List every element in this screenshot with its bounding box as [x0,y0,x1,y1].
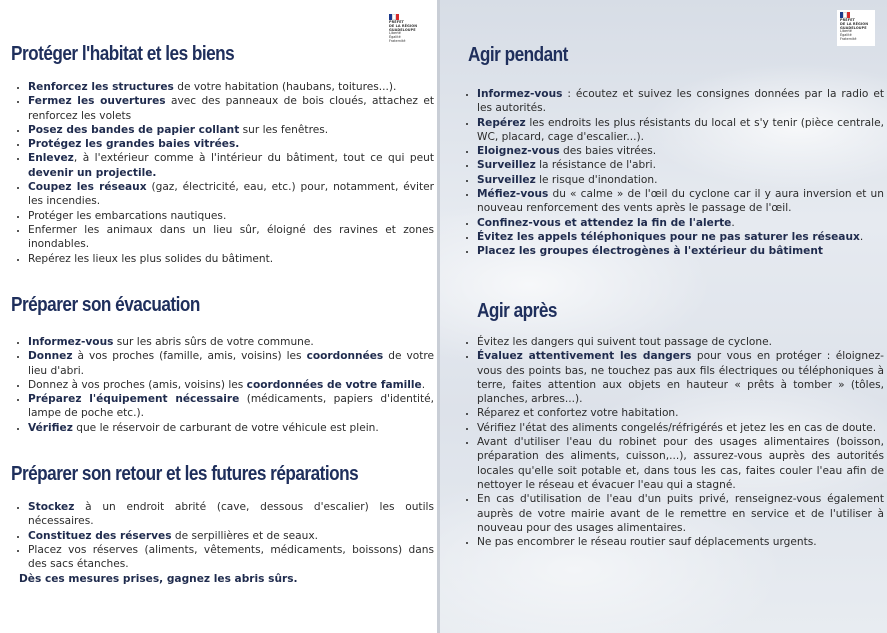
item-text: des baies vitrées. [559,145,657,158]
logo-line1: PRÉFET [840,18,855,22]
section-title-agir-apres: Agir après [477,300,557,322]
prefet-logo-right [837,10,875,46]
item-text: . [421,378,426,391]
item-text: Protéger les embarcations nautiques. [28,209,227,222]
item-text: sur les fenêtres. [239,123,329,136]
item-text: Placez vos réserves (aliments, vêtements, médicaments, boissons) dans des sacs étanches. [28,543,434,571]
item-bold-text: Renforcez les structures [28,81,174,93]
item-bold-text: Constituez des réserves [28,529,172,542]
item-bold-text: Enlevez [28,152,74,165]
list-item [477,216,884,230]
item-text: (gaz, électricité, eau, etc.) pour, notamment, éviter les incendies. [28,181,434,208]
item-text: pour vous en protéger : éloignez-vous des points bas, ne touchez pas aux fils électriques ou téléphoniques à terre, faites attention aux objets en hauteur « prêts à tomber » (tôles, planches, arbres...). [477,350,884,406]
item-text: sur les abris sûrs de votre commune. [113,336,314,348]
list-item [28,80,434,94]
list-item [28,123,434,137]
item-text: avec des panneaux de bois cloués, attachez et renforcez les volets [28,95,434,122]
footer-note: Dès ces mesures prises, gagnez les abris sûrs. [19,573,298,585]
item-bold-text: Méfiez-vous [477,188,549,201]
item-text: . [859,230,864,243]
list-item [477,173,884,187]
left-panel [0,0,437,633]
logo-motto3: Fraternité [840,36,857,41]
item-bold-text: Surveillez [477,173,536,186]
list-retour [11,500,434,571]
item-text: de serpillières et de seaux. [171,529,318,542]
item-bold-text: Repérez [477,116,526,129]
item-text: la résistance de l'abri. [535,159,656,172]
item-text: les endroits les plus résistants du local et s'y tenir (pièce centrale, WC, placard, cage d'escalier...). [477,116,884,143]
item-bold-text: coordonnées [306,350,384,363]
prefet-logo [386,12,424,48]
list-agir-pendant [460,87,884,259]
item-text: Ne pas encombrer le réseau routier sauf déplacements urgents. [477,536,817,549]
list-item [477,187,884,216]
item-bold-text: Préparez l'équipement nécessaire [28,393,240,406]
item-bold-text: Stockez [28,501,75,513]
list-item [28,529,434,543]
item-bold-text: Posez des bandes de papier collant [28,123,240,136]
section-title-proteger: Protéger l'habitat et les biens [11,43,235,65]
list-item [477,349,884,406]
list-item [28,392,434,421]
list-item [28,335,434,349]
item-text: , à l'extérieur comme à l'intérieur du bâtiment, tout ce qui peut [73,152,434,165]
item-text: que le réservoir de carburant de votre véhicule est plein. [72,421,379,434]
item-text: : écoutez et suivez les consignes données par la radio et les autorités. [477,88,884,115]
item-bold-text: Vérifiez [28,421,73,434]
item-bold-text: Coupez les réseaux [28,181,147,194]
item-bold-text: Informez-vous [28,336,114,348]
item-text: Donnez à vos proches (amis, voisins) les [28,378,247,391]
list-item [28,500,434,529]
item-text: Réparez et confortez votre habitation. [477,407,679,420]
item-text: de votre lieu d'abri. [28,350,434,377]
item-bold-text: Placez les groupes électrogènes à l'extérieur du bâtiment [477,245,823,258]
logo-motto1: Liberté [389,31,401,36]
item-text: à vos proches (famille, amis, voisins) les [72,350,307,363]
list-item [28,151,434,180]
list-item [28,421,434,435]
item-bold-text: Surveillez [477,159,536,172]
item-bold-text: Donnez [28,350,73,363]
item-text: Vérifiez l'état des aliments congelés/réfrigérés et jetez les en cas de doute. [477,421,877,434]
list-proteger [11,80,434,266]
logo-line3: GUADELOUPE [389,27,416,32]
logo-line3: GUADELOUPE [840,25,867,30]
item-bold-text: Évaluez attentivement les dangers [477,350,692,363]
list-item [477,535,884,549]
item-bold-text: Évitez les appels téléphoniques pour ne pas saturer les réseaux [477,230,860,243]
item-text: Évitez les dangers qui suivent tout passage de cyclone. [477,336,772,348]
logo-motto1: Liberté [840,29,852,34]
item-bold-text: Protégez les grandes baies vitrées. [28,138,240,151]
list-item [477,230,884,244]
item-text: Avant d'utiliser l'eau du robinet pour des usages alimentaires (boisson, préparation des aliments, cuisson,...), assurez-vous auprès des autorités locales qu'elle soit potable et, dans tous les cas, faites couler l'eau afin de nettoyer le réseau et évacuer l'eau qui a stagné. [477,436,884,491]
logo-line2: DE LA RÉGION [840,21,869,26]
item-text: Repérez les lieux les plus solides du bâtiment. [28,252,274,265]
list-item [28,252,434,266]
list-item [28,180,434,209]
item-bold-text: Fermez les ouvertures [28,95,166,108]
section-title-agir-pendant: Agir pendant [468,44,568,66]
item-bold-text: devenir un projectile. [28,166,157,179]
list-item [477,116,884,145]
item-text: du « calme » de l'œil du cyclone car il y aura inversion et un nouveau renforcement des vents après le passage de l'œil. [477,188,884,215]
logo-line2: DE LA RÉGION [389,23,418,28]
logo-motto2: Égalité [389,35,401,40]
list-item [477,335,884,349]
item-text: à un endroit abrité (cave, dessous d'escalier) les outils nécessaires. [28,501,434,528]
section-title-retour: Préparer son retour et les futures réparations [11,463,359,485]
list-item [477,492,884,535]
logo-line1: PRÉFET [389,20,404,24]
list-evacuation [11,335,434,435]
item-text: de votre habitation (haubans, toitures...). [173,81,397,93]
section-title-evacuation: Préparer son évacuation [11,294,200,316]
list-item [28,137,434,151]
list-agir-apres [460,335,884,549]
logo-motto3: Fraternité [389,38,406,43]
logo-motto2: Égalité [840,33,852,38]
item-bold-text: coordonnées de votre famille [246,378,422,391]
item-text: Enfermer les animaux dans un lieu sûr, éloigné des ravines et zones inondables. [28,223,434,251]
item-text: . [731,216,735,229]
list-item [477,421,884,435]
item-text: le risque d'inondation. [535,173,658,186]
list-item [477,244,884,258]
list-item [477,158,884,172]
list-item [28,349,434,378]
item-bold-text: Confinez-vous et attendez la fin de l'alerte [477,216,732,229]
list-item [477,144,884,158]
right-panel [440,0,887,633]
list-item [28,543,434,572]
list-item [28,209,434,223]
item-bold-text: Informez-vous [477,88,563,100]
list-item [28,378,434,392]
item-text: En cas d'utilisation de l'eau d'un puits privé, renseignez-vous également auprès de votre mairie avant de le remettre en service et de l'utiliser à nouveau pour des usages alimentaires. [477,493,884,534]
item-text: (médicaments, papiers d'identité, lampe de poche etc.). [28,393,434,420]
item-bold-text: Eloignez-vous [477,145,560,158]
list-item [28,94,434,123]
list-item [477,87,884,116]
list-item [477,406,884,420]
list-item [28,223,434,252]
list-item [477,435,884,492]
